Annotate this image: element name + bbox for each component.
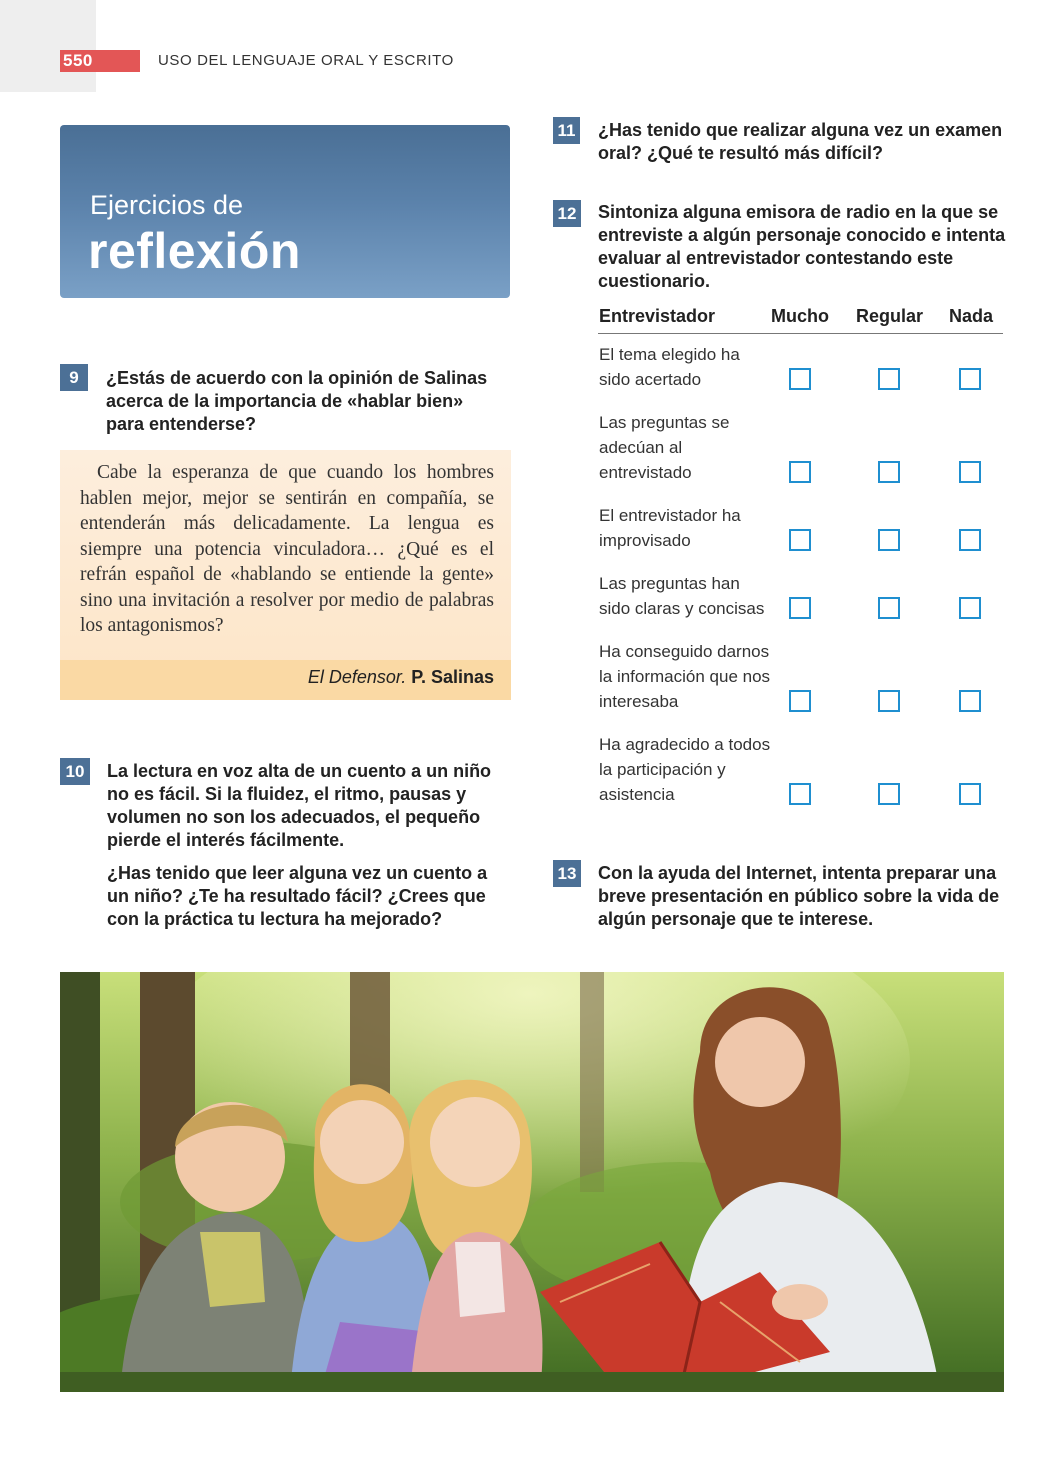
title-line-2: reflexión [88,223,301,279]
checkbox-row1-nada[interactable] [959,368,981,390]
table-header-mucho: Mucho [771,306,829,326]
table-row-label: Ha agradecido a todos la participación y asistencia [599,735,771,804]
reading-photo [60,972,1004,1392]
checkbox-row2-regular[interactable] [878,461,900,483]
checkbox-row6-regular[interactable] [878,783,900,805]
checkbox-row6-mucho[interactable] [789,783,811,805]
exercise-9-text: ¿Estás de acuerdo con la opinión de Salinas acerca de la importancia de «hablar bien» para entenderse? [106,368,488,434]
checkbox-row3-mucho[interactable] [789,529,811,551]
exercise-11-number: 11 [553,117,580,144]
quote-source-author: P. Salinas [411,667,494,687]
table-header-nada: Nada [949,306,994,326]
exercise-13-text: Con la ayuda del Internet, intenta preparar una breve presentación en público sobre la vida de algún personaje que te interese. [598,863,1000,929]
table-header-interviewer: Entrevistador [599,306,716,326]
table-row-label: Ha conseguido darnos la información que nos interesaba [599,642,771,711]
running-title: USO DEL LENGUAJE ORAL Y ESCRITO [158,52,454,69]
checkbox-row4-regular[interactable] [878,597,900,619]
checkbox-row3-regular[interactable] [878,529,900,551]
exercise-10-question: ¿Has tenido que leer alguna vez un cuento a un niño? ¿Te ha resultado fácil? ¿Crees que con la práctica tu lectura ha mejorado? [107,863,488,929]
quote-text: Cabe la esperanza de que cuando los hombres hablen mejor, mejor se sentirán en compañía, se entenderán más delicadamente. La lengua es siempre una potencia vinculadora… ¿Qué es el refrán español de «hablando se entiende la gente» sino una invitación a resolver por medio de palabras los antagonismos? [80,462,494,636]
checkbox-row1-regular[interactable] [878,368,900,390]
quote-source [308,667,494,688]
checkbox-row4-mucho[interactable] [789,597,811,619]
page-number: 550 [63,51,93,70]
exercise-12-text: Sintoniza alguna emisora de radio en la que se entreviste a algún personaje conocido e intenta evaluar al entrevistador contestando este cuestionario. [598,202,1006,291]
page-corner [0,0,96,92]
checkbox-row2-mucho[interactable] [789,461,811,483]
exercise-13-number: 13 [553,860,581,887]
checkbox-row2-nada[interactable] [959,461,981,483]
table-row-label: Las preguntas se adecúan al entrevistado [599,413,730,482]
checkbox-row5-regular[interactable] [878,690,900,712]
exercise-9-number: 9 [60,364,88,391]
table-row-label: El entrevistador ha improvisado [599,506,741,550]
exercise-10-number: 10 [60,758,90,785]
table-header-regular: Regular [856,306,924,326]
checkbox-row6-nada[interactable] [959,783,981,805]
checkbox-row4-nada[interactable] [959,597,981,619]
exercise-10-text: La lectura en voz alta de un cuento a un niño no es fácil. Si la fluidez, el ritmo, pausas y volumen no son los adecuados, el pequeño pierde el interés fácilmente. [107,761,492,850]
checkbox-row5-nada[interactable] [959,690,981,712]
table-header-rule [598,333,1003,334]
quote-source-title: El Defensor. [307,667,407,687]
checkbox-row3-nada[interactable] [959,529,981,551]
table-row-label: El tema elegido ha sido acertado [599,345,740,389]
exercise-11-text: ¿Has tenido que realizar alguna vez un examen oral? ¿Qué te resultó más difícil? [598,120,1003,163]
exercise-12-number: 12 [553,200,581,227]
checkbox-row1-mucho[interactable] [789,368,811,390]
title-line-1: Ejercicios de [90,190,244,220]
checkbox-row5-mucho[interactable] [789,690,811,712]
table-row-label: Las preguntas han sido claras y concisas [599,574,765,618]
